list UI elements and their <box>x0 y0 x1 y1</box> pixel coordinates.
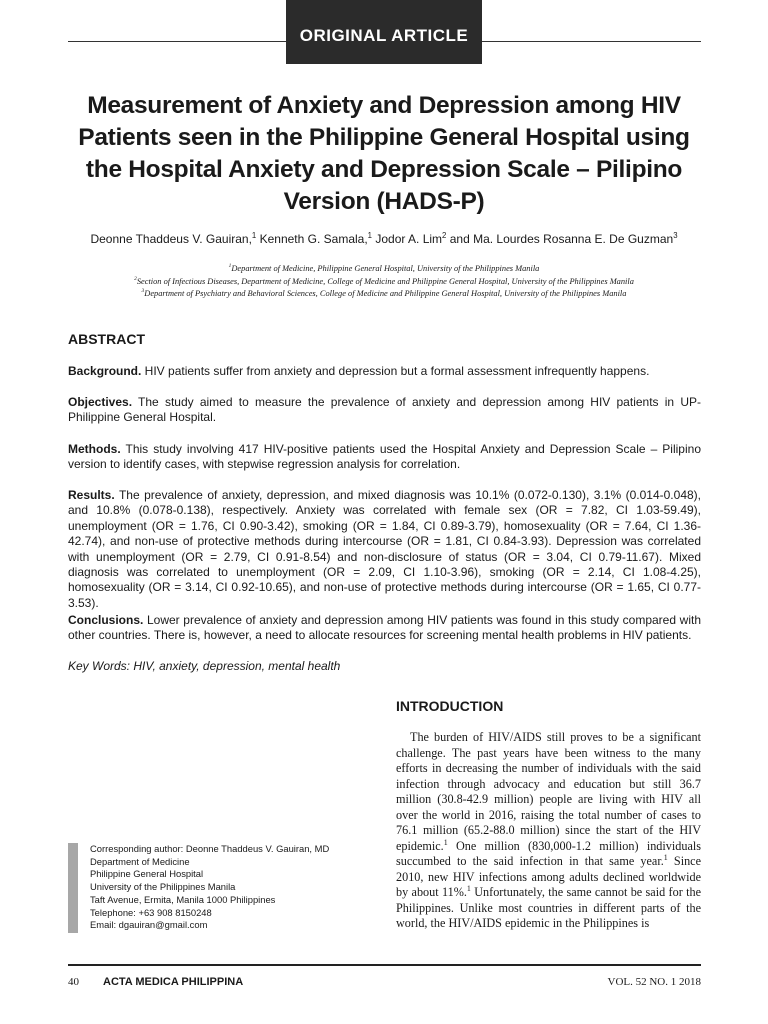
journal-name: ACTA MEDICA PHILIPPINA <box>103 976 244 988</box>
abstract-conclusions: Conclusions. Lower prevalence of anxiety and depression among HIV patients was found in this study compared with other countries. There is, however, a need to allocate resources for screening mental health problems in HIV patients. <box>68 613 701 643</box>
page-number: 40 <box>68 976 79 988</box>
keywords: Key Words: HIV, anxiety, depression, mental health <box>68 659 341 673</box>
footer-rule <box>68 964 701 966</box>
abstract-results: Results. The prevalence of anxiety, depression, and mixed diagnosis was 10.1% (0.072-0.130), 3.1% (0.014-0.048), and 10.8% (0.078-0.138), respectively. Anxiety was correlated with female sex (OR = 7.82, CI 1.03-59.49), unemployment (OR = 1.76, CI 0.90-3.42), smoking (OR = 1.84, CI 0.89-3.79), homosexuality (OR = 7.64, CI 1.36-42.74), and non-use of protective methods during intercourse (OR = 1.81, CI 0.84-3.93). Depression was correlated with unemployment (OR = 2.79, CI 0.91-8.54) and non-disclosure of status (OR = 3.04, CI 0.79-11.67). Mixed diagnosis was correlated to unemployment (OR = 2.09, CI 1.10-3.96), smoking (OR = 2.14, CI 1.08-4.25), homosexuality (OR = 3.14, CI 0.92-10.65), and non-use of protective methods during intercourse (OR = 1.65, CI 0.77-3.53). <box>68 488 701 610</box>
author-affil-marker: 2 <box>442 231 447 240</box>
author-affil-marker: 1 <box>367 231 373 240</box>
introduction-heading: INTRODUCTION <box>396 698 504 714</box>
correspondence-line: Department of Medicine <box>90 855 190 867</box>
header-rule-right <box>482 41 701 42</box>
correspondence-line: Corresponding author: Deonne Thaddeus V. Gauiran, MD <box>90 843 330 854</box>
correspondence-accent-bar <box>68 843 78 933</box>
author-name: Deonne Thaddeus V. Gauiran, <box>90 232 252 246</box>
correspondence-line: Telephone: +63 908 8150248 <box>90 906 212 918</box>
correspondence-block <box>90 843 329 932</box>
author-name: and Ma. Lourdes Rosanna E. De Guzman <box>446 232 674 246</box>
introduction-paragraph: The burden of HIV/AIDS still proves to be a significant challenge. The past years have been witness to the many efforts in decreasing the number of individuals with the said infection through advocacy and education but still 36.7 million (30.8-42.9 million) people are living with HIV all over the world in 2016, raising the total number of cases to 76.1 million (65.2-88.0 million) since the start of the HIV epidemic.$^1$ One million (830,000-1.2 million) individuals succumbed to the said infection in that same year.$^1$ Since 2010, new HIV infections among adults declined worldwide by about 11%.$^1$ Unfortunately, the same cannot be said for the Philippines. Unlike most countries in different parts of the world, the HIV/AIDS epidemic in the Philippines is <box>396 730 701 930</box>
author-affil-marker: 1 <box>251 231 257 240</box>
author-name: Kenneth G. Samala, <box>256 232 368 246</box>
affiliation-line: $^3$Department of Psychiatry and Behavioral Sciences, College of Medicine and Philippine General Hospital, University of the Philippines Manila <box>141 288 627 298</box>
affiliations <box>68 263 700 301</box>
article-type-label: ORIGINAL ARTICLE <box>299 26 469 45</box>
author-list <box>68 232 700 246</box>
author-affil-marker: 3 <box>673 231 678 240</box>
author-name: Jodor A. Lim <box>372 232 443 246</box>
abstract-objectives: Objectives. The study aimed to measure the prevalence of anxiety and depression among HIV patients in UP-Philippine General Hospital. <box>68 395 701 425</box>
affiliation-line: $^2$Section of Infectious Diseases, Department of Medicine, College of Medicine and Philippine General Hospital, University of the Philippines Manila <box>134 275 634 286</box>
header-rule-left <box>68 41 286 42</box>
abstract-background: Background. HIV patients suffer from anxiety and depression but a formal assessment infrequently happens. <box>68 364 650 378</box>
article-type-banner <box>286 0 482 64</box>
abstract-methods: Methods. This study involving 417 HIV-positive patients used the Hospital Anxiety and Depression Scale – Pilipino version to identify cases, with stepwise regression analysis for correlation. <box>68 442 701 472</box>
article-title: Measurement of Anxiety and Depression among HIV Patients seen in the Philippine General Hospital using the Hospital Anxiety and Depression Scale – Pilipino Version (HADS-P) <box>78 92 690 215</box>
abstract-heading: ABSTRACT <box>68 331 145 347</box>
correspondence-line: University of the Philippines Manila <box>90 881 236 893</box>
correspondence-email: Email: dgauiran@gmail.com <box>90 919 208 931</box>
correspondence-line: Taft Avenue, Ermita, Manila 1000 Philippines <box>90 893 276 905</box>
correspondence-line: Philippine General Hospital <box>90 868 204 880</box>
affiliation-line: $^1$Department of Medicine, Philippine General Hospital, University of the Philippines Manila <box>228 263 540 273</box>
journal-volume: VOL. 52 NO. 1 2018 <box>607 976 701 988</box>
